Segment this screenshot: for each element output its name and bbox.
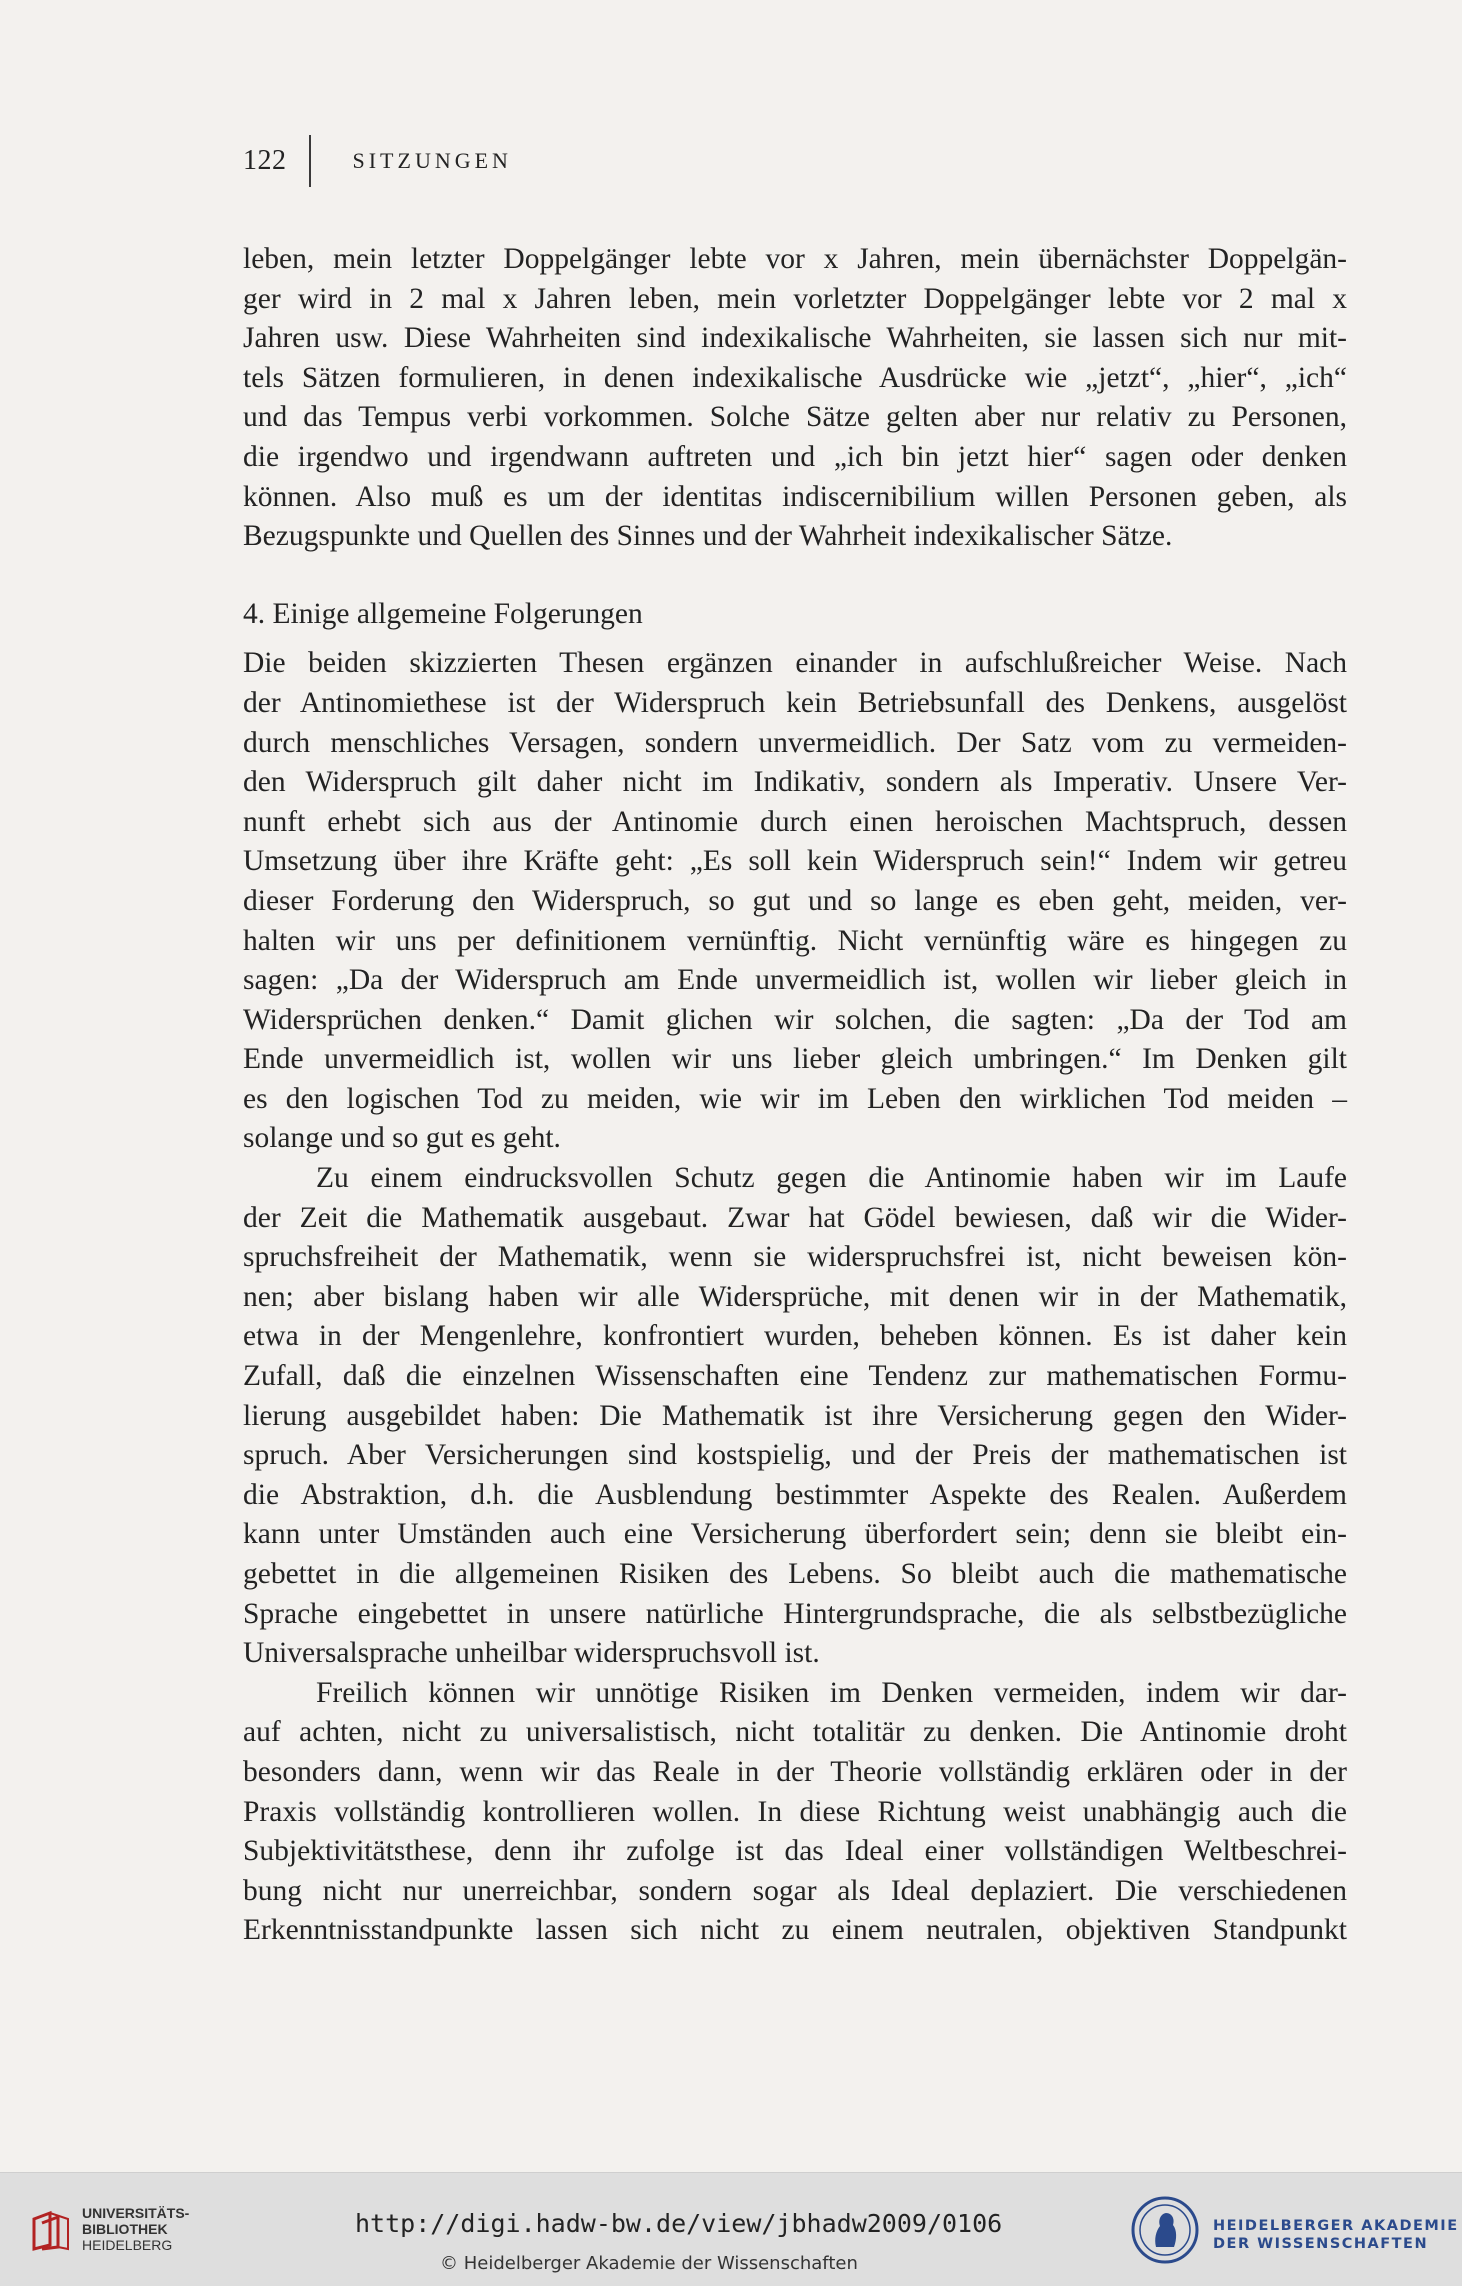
text-line: tels Sätzen formulieren, in denen indexikalische Ausdrücke wie „jetzt“, „hier“, „ich“ — [243, 361, 1347, 394]
text-line: halten wir uns per definitionem vernünftig. Nicht vernünftig wäre es hingegen zu — [243, 924, 1347, 957]
university-library-logo-icon — [30, 2209, 72, 2251]
text-line: solange und so gut es geht. — [243, 1122, 561, 1155]
text-line: es den logischen Tod zu meiden, wie wir im Leben den wirklichen Tod meiden – — [243, 1082, 1347, 1115]
academy-name-line: HEIDELBERGER AKADEMIE — [1213, 2218, 1459, 2234]
text-line: bung nicht nur unerreichbar, sondern sogar als Ideal deplaziert. Die verschiedenen — [243, 1874, 1347, 1907]
header-divider — [309, 135, 311, 187]
copyright-notice: © Heidelberger Akademie der Wissenschaften — [440, 2253, 858, 2274]
academy-name-line: DER WISSENSCHAFTEN — [1213, 2236, 1429, 2252]
text-line: Erkenntnisstandpunkte lassen sich nicht zu einem neutralen, objektiven Standpunkt — [243, 1914, 1347, 1947]
text-line: gebettet in die allgemeinen Risiken des Lebens. So bleibt auch die mathematische — [243, 1558, 1347, 1590]
text-line: nunft erhebt sich aus der Antinomie durch einen heroischen Machtspruch, dessen — [243, 805, 1347, 838]
text-line: Bezugspunkte und Quellen des Sinnes und der Wahrheit indexikalischer Sätze. — [243, 520, 1173, 553]
body-text — [243, 240, 1347, 1951]
page-header — [243, 138, 512, 184]
text-line: Universalsprache unheilbar widerspruchsvoll ist. — [243, 1637, 820, 1670]
text-line: und das Tempus verbi vorkommen. Solche Sätze gelten aber nur relativ zu Personen, — [243, 401, 1347, 434]
library-name-line: HEIDELBERG — [82, 2237, 173, 2253]
text-line: Zufall, daß die einzelnen Wissenschaften eine Tendenz zur mathematischen Formu- — [243, 1360, 1347, 1393]
section-heading: 4. Einige allgemeine Folgerungen — [243, 597, 643, 630]
text-line: nen; aber bislang haben wir alle Widersprüche, mit denen wir in der Mathematik, — [243, 1280, 1347, 1313]
text-line: Die beiden skizzierten Thesen ergänzen einander in aufschlußreicher Weise. Nach — [243, 647, 1347, 680]
text-line: den Widerspruch gilt daher nicht im Indikativ, sondern als Imperativ. Unsere Ver- — [243, 766, 1347, 799]
academy-seal-icon — [1130, 2195, 1200, 2265]
university-library-name — [82, 2205, 189, 2253]
text-line: Jahren usw. Diese Wahrheiten sind indexikalische Wahrheiten, sie lassen sich nur mit- — [243, 322, 1347, 355]
text-line: Umsetzung über ihre Kräfte geht: „Es soll kein Widerspruch sein!“ Indem wir getreu — [243, 845, 1347, 878]
text-line: Ende unvermeidlich ist, wollen wir uns lieber gleich umbringen.“ Im Denken gilt — [243, 1043, 1347, 1076]
text-line: ger wird in 2 mal x Jahren leben, mein vorletzter Doppelgänger lebte vor 2 mal x — [243, 282, 1347, 315]
text-line: Widersprüchen denken.“ Damit glichen wir solchen, die sagten: „Da der Tod am — [243, 1003, 1347, 1036]
running-title: SITZUNGEN — [352, 148, 512, 173]
text-line: dieser Forderung den Widerspruch, so gut und so lange es eben geht, meiden, ver- — [243, 884, 1347, 917]
permalink-url[interactable]: http://digi.hadw-bw.de/view/jbhadw2009/0106 — [355, 2209, 1003, 2238]
text-line: Freilich können wir unnötige Risiken im Denken vermeiden, indem wir dar- — [316, 1676, 1347, 1709]
text-line: der Zeit die Mathematik ausgebaut. Zwar hat Gödel bewiesen, daß wir die Wider- — [243, 1201, 1347, 1234]
text-line: können. Also muß es um der identitas indiscernibilium willen Personen geben, als — [243, 480, 1347, 513]
text-line: Praxis vollständig kontrollieren wollen. In diese Richtung weist unabhängig auch die — [243, 1795, 1347, 1828]
text-line: durch menschliches Versagen, sondern unvermeidlich. Der Satz vom zu vermeiden- — [243, 726, 1347, 759]
page-number: 122 — [243, 145, 287, 176]
text-line: Sprache eingebettet in unsere natürliche Hintergrundsprache, die als selbstbezügliche — [243, 1597, 1347, 1630]
text-line: spruchsfreiheit der Mathematik, wenn sie widerspruchsfrei ist, nicht beweisen kön- — [243, 1241, 1347, 1274]
text-line: spruch. Aber Versicherungen sind kostspielig, und der Preis der mathematischen ist — [243, 1439, 1347, 1472]
text-line: die Abstraktion, d.h. die Ausblendung bestimmter Aspekte des Realen. Außerdem — [243, 1478, 1347, 1511]
text-line: Subjektivitätsthese, denn ihr zufolge ist das Ideal einer vollständigen Weltbeschrei- — [243, 1835, 1347, 1868]
text-line: kann unter Umständen auch eine Versicherung überfordert sein; denn sie bleibt ein- — [243, 1518, 1347, 1551]
text-line: die irgendwo und irgendwann auftreten und „ich bin jetzt hier“ sagen oder denken — [243, 440, 1347, 473]
viewer-footer — [0, 2172, 1462, 2286]
academy-name — [1213, 2217, 1459, 2253]
text-line: der Antinomiethese ist der Widerspruch kein Betriebsunfall des Denkens, ausgelöst — [243, 686, 1347, 719]
text-line: leben, mein letzter Doppelgänger lebte vor x Jahren, mein übernächster Doppelgän- — [243, 243, 1347, 275]
text-line: lierung ausgebildet haben: Die Mathematik ist ihre Versicherung gegen den Wider- — [243, 1399, 1347, 1432]
library-name-line: BIBLIOTHEK — [82, 2221, 168, 2237]
library-name-line: UNIVERSITÄTS- — [82, 2205, 190, 2221]
text-line: etwa in der Mengenlehre, konfrontiert wurden, beheben können. Es ist daher kein — [243, 1320, 1347, 1353]
text-line: auf achten, nicht zu universalistisch, nicht totalitär zu denken. Die Antinomie droht — [243, 1716, 1347, 1749]
text-line: Zu einem eindrucksvollen Schutz gegen die Antinomie haben wir im Laufe — [316, 1162, 1347, 1195]
text-line: sagen: „Da der Widerspruch am Ende unvermeidlich ist, wollen wir lieber gleich in — [243, 964, 1347, 997]
text-line: besonders dann, wenn wir das Reale in der Theorie vollständig erklären oder in der — [243, 1755, 1347, 1788]
